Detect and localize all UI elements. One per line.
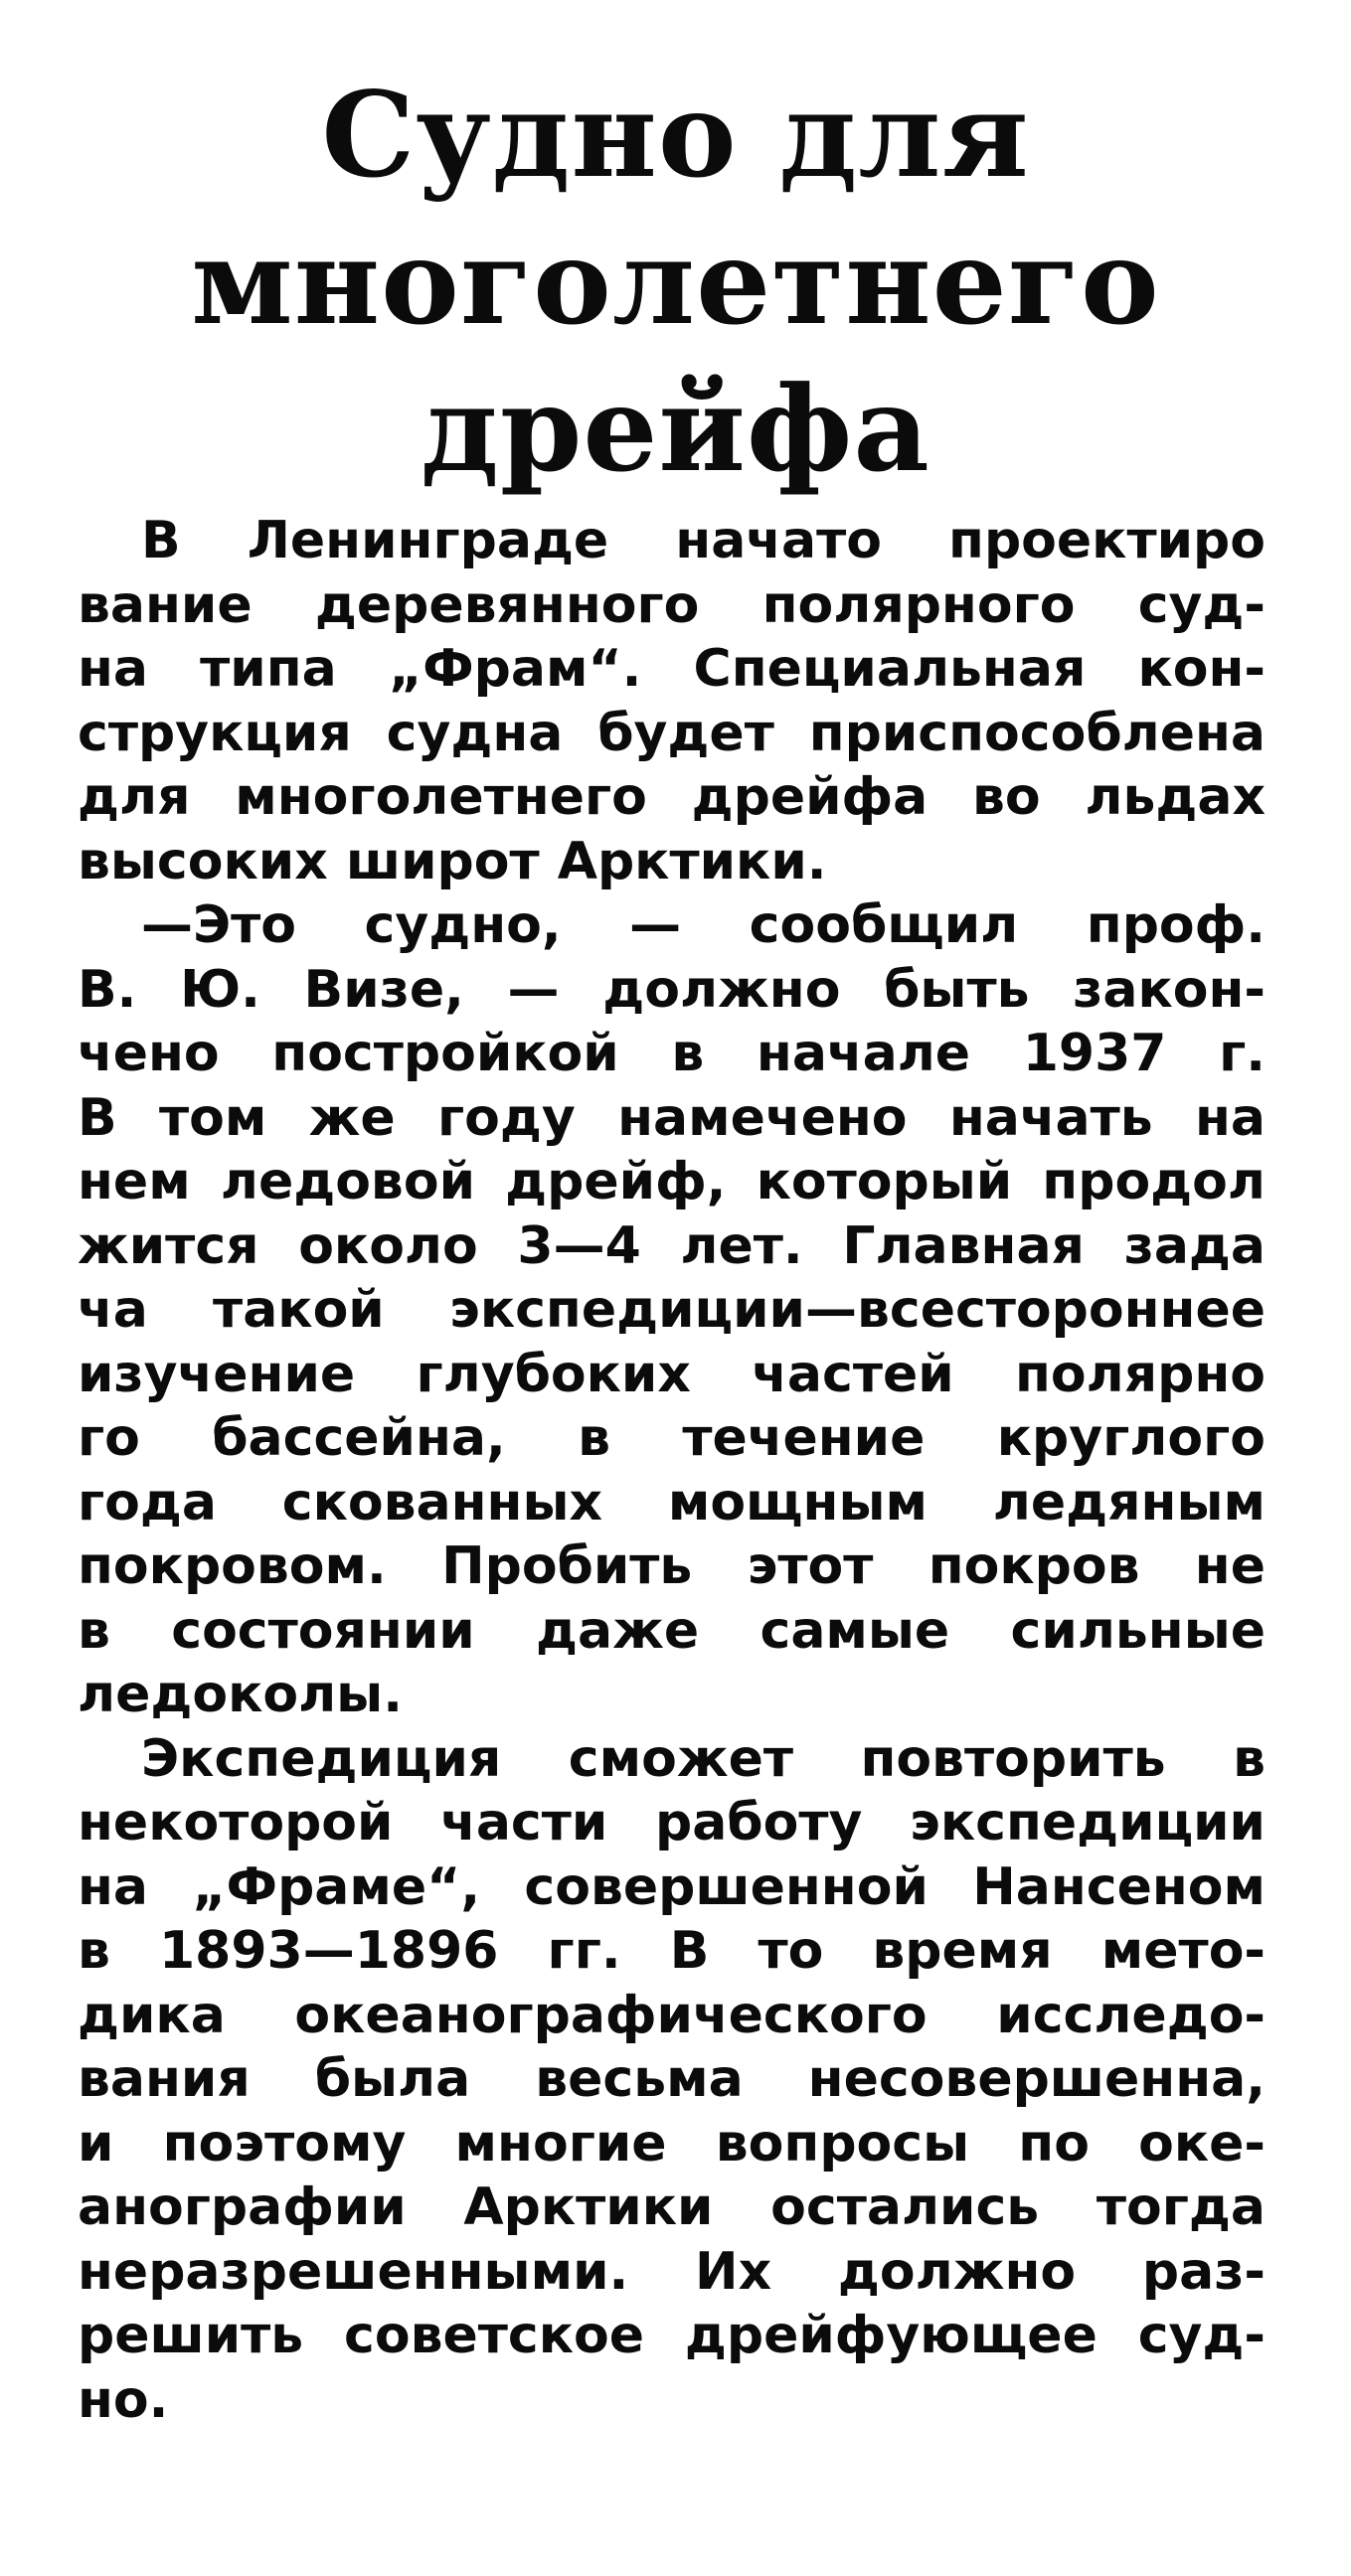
text-line: на типа „Фрам“. Специальная кон- [78, 639, 1266, 699]
headline-line-1: Судно для [321, 66, 1030, 204]
text-line: нем ледовой дрейф, который продол [78, 1152, 1266, 1211]
paragraph-3 [78, 1727, 1266, 2433]
article-body [78, 509, 1266, 2432]
paragraph-1 [78, 509, 1266, 893]
text-line: в состоянии даже самые сильные [78, 1600, 1266, 1661]
paragraph-2 [78, 893, 1266, 1727]
text-line: неразрешенными. Их должно раз- [78, 2241, 1266, 2302]
article-headline [0, 62, 1351, 503]
text-line: ледоколы. [78, 1665, 403, 1724]
text-line: вание деревянного полярного суд- [78, 574, 1266, 635]
text-line: дика океанографического исследо- [78, 1985, 1266, 2045]
text-line: на „Фраме“, совершенной Нансеном [78, 1856, 1266, 1917]
text-line: некоторой части работу экспедиции [78, 1793, 1266, 1852]
text-line: В Ленинграде начато проектиро [141, 511, 1266, 570]
headline-line-3: дрейфа [421, 360, 930, 498]
text-line: решить советское дрейфующее суд- [78, 2306, 1266, 2365]
text-line: и поэтому многие вопросы по оке- [78, 2113, 1266, 2174]
text-line: в 1893—1896 гг. В то время мето- [78, 1921, 1266, 1981]
text-line: В. Ю. Визе, — должно быть закон- [78, 959, 1266, 1020]
text-line: ча такой экспедиции—всестороннее [78, 1280, 1266, 1340]
text-line: —Это судно, — сообщил проф. [141, 895, 1266, 955]
text-line: Экспедиция сможет повторить в [141, 1728, 1266, 1789]
text-line: покровом. Пробить этот покров не [78, 1536, 1266, 1596]
text-line: чено постройкой в начале 1937 г. [78, 1024, 1266, 1083]
text-line: анографии Арктики остались тогда [78, 2177, 1266, 2237]
text-line: струкция судна будет приспособлена [78, 703, 1266, 763]
text-line: высоких широт Арктики. [78, 831, 827, 891]
text-line: жится около 3—4 лет. Главная зада [78, 1215, 1266, 1276]
headline-line-2: многолетнего [191, 213, 1160, 351]
text-line: года скованных мощным ледяным [78, 1472, 1266, 1532]
text-line: вания была весьма несовершенна, [78, 2049, 1266, 2109]
text-line: изучение глубоких частей полярно [78, 1344, 1266, 1404]
text-line: В том же году намечено начать на [78, 1087, 1266, 1148]
text-line: но. [78, 2369, 169, 2430]
text-line: для многолетнего дрейфа во льдах [78, 767, 1266, 827]
text-line: го бассейна, в течение круглого [78, 1408, 1266, 1468]
